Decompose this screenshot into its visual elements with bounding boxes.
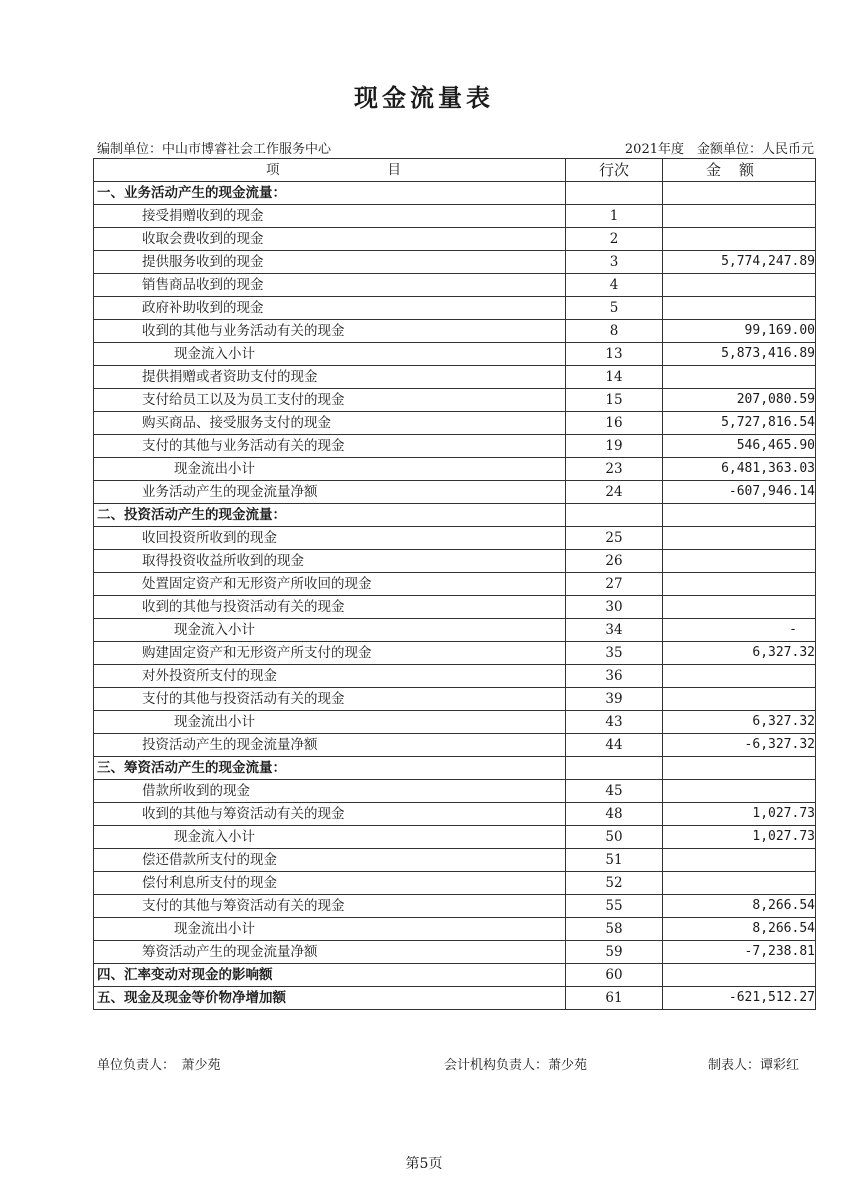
row-line-no: 3: [566, 251, 663, 274]
row-item-name: 三、筹资活动产生的现金流量：: [94, 757, 566, 780]
row-line-no: 35: [566, 642, 663, 665]
row-item-name: 处置固定资产和无形资产所收回的现金: [94, 573, 566, 596]
row-item-name: 借款所收到的现金: [94, 780, 566, 803]
row-line-no: [566, 182, 663, 205]
table-row: [94, 205, 816, 228]
table-row: [94, 504, 816, 527]
row-line-no: 44: [566, 734, 663, 757]
row-item-name: 偿付利息所支付的现金: [94, 872, 566, 895]
table-row: [94, 550, 816, 573]
header-item-char-2: 目: [387, 162, 401, 178]
row-amount: [663, 550, 816, 573]
accounting-head-signature: 会计机构负责人：萧少苑: [444, 1058, 588, 1073]
table-row: [94, 389, 816, 412]
row-amount: -: [663, 619, 816, 642]
header-amount: 金额: [663, 159, 816, 182]
row-amount: [663, 849, 816, 872]
row-amount: [663, 297, 816, 320]
row-line-no: 2: [566, 228, 663, 251]
row-item-name: 筹资活动产生的现金流量净额: [94, 941, 566, 964]
row-amount: [663, 366, 816, 389]
row-item-name: 提供服务收到的现金: [94, 251, 566, 274]
table-row: [94, 803, 816, 826]
table-row: [94, 481, 816, 504]
row-amount: 5,774,247.89: [663, 251, 816, 274]
row-line-no: 8: [566, 320, 663, 343]
row-item-name: 四、汇率变动对现金的影响额: [94, 964, 566, 987]
table-row: [94, 757, 816, 780]
row-item-name: 现金流出小计: [94, 458, 566, 481]
table-row: [94, 642, 816, 665]
table-row: [94, 366, 816, 389]
row-line-no: 55: [566, 895, 663, 918]
row-line-no: 43: [566, 711, 663, 734]
row-amount: 6,481,363.03: [663, 458, 816, 481]
row-item-name: 收到的其他与筹资活动有关的现金: [94, 803, 566, 826]
row-amount: [663, 872, 816, 895]
row-amount: 6,327.32: [663, 711, 816, 734]
row-item-name: 对外投资所支付的现金: [94, 665, 566, 688]
row-item-name: 收到的其他与投资活动有关的现金: [94, 596, 566, 619]
year-and-currency: 2021年度 金额单位：人民币元: [624, 142, 814, 157]
table-row: [94, 573, 816, 596]
row-line-no: 39: [566, 688, 663, 711]
row-amount: [663, 182, 816, 205]
table-row: [94, 412, 816, 435]
reporting-entity: 编制单位：中山市博睿社会工作服务中心: [97, 142, 332, 157]
row-item-name: 二、投资活动产生的现金流量：: [94, 504, 566, 527]
row-line-no: 24: [566, 481, 663, 504]
table-row: [94, 458, 816, 481]
row-amount: -607,946.14: [663, 481, 816, 504]
table-row: [94, 964, 816, 987]
table-row: [94, 780, 816, 803]
row-item-name: 现金流入小计: [94, 826, 566, 849]
row-item-name: 收到的其他与业务活动有关的现金: [94, 320, 566, 343]
unit-head-signature: 单位负责人： 萧少苑: [97, 1058, 221, 1073]
row-amount: [663, 274, 816, 297]
row-amount: [663, 665, 816, 688]
row-line-no: 34: [566, 619, 663, 642]
row-amount: -7,238.81: [663, 941, 816, 964]
row-line-no: 14: [566, 366, 663, 389]
row-line-no: 19: [566, 435, 663, 458]
row-item-name: 支付的其他与筹资活动有关的现金: [94, 895, 566, 918]
table-row: [94, 343, 816, 366]
header-item: [94, 159, 566, 182]
row-item-name: 销售商品收到的现金: [94, 274, 566, 297]
row-item-name: 支付的其他与业务活动有关的现金: [94, 435, 566, 458]
table-row: [94, 688, 816, 711]
row-line-no: 30: [566, 596, 663, 619]
page-number: 第5页: [405, 1156, 443, 1172]
table-body: [94, 182, 816, 1010]
row-line-no: 25: [566, 527, 663, 550]
row-item-name: 提供捐赠或者资助支付的现金: [94, 366, 566, 389]
row-amount: 6,327.32: [663, 642, 816, 665]
row-line-no: [566, 757, 663, 780]
row-line-no: 45: [566, 780, 663, 803]
row-amount: [663, 688, 816, 711]
row-line-no: 52: [566, 872, 663, 895]
table-row: [94, 665, 816, 688]
row-item-name: 购买商品、接受服务支付的现金: [94, 412, 566, 435]
row-item-name: 现金流出小计: [94, 918, 566, 941]
row-item-name: 接受捐赠收到的现金: [94, 205, 566, 228]
preparer-signature: 制表人：谭彩红: [708, 1058, 800, 1073]
table-row: [94, 228, 816, 251]
row-amount: [663, 757, 816, 780]
row-amount: 546,465.90: [663, 435, 816, 458]
row-amount: 1,027.73: [663, 803, 816, 826]
row-line-no: 58: [566, 918, 663, 941]
row-amount: [663, 527, 816, 550]
row-line-no: 36: [566, 665, 663, 688]
row-amount: 8,266.54: [663, 895, 816, 918]
row-line-no: 50: [566, 826, 663, 849]
table-row: [94, 182, 816, 205]
row-item-name: 一、业务活动产生的现金流量：: [94, 182, 566, 205]
row-line-no: 51: [566, 849, 663, 872]
row-amount: 207,080.59: [663, 389, 816, 412]
row-item-name: 投资活动产生的现金流量净额: [94, 734, 566, 757]
table-row: [94, 987, 816, 1010]
table-row: [94, 849, 816, 872]
row-line-no: 15: [566, 389, 663, 412]
row-line-no: 59: [566, 941, 663, 964]
row-item-name: 现金流入小计: [94, 619, 566, 642]
row-line-no: 23: [566, 458, 663, 481]
table-row: [94, 320, 816, 343]
row-amount: [663, 504, 816, 527]
row-line-no: 60: [566, 964, 663, 987]
table-row: [94, 826, 816, 849]
table-row: [94, 527, 816, 550]
table-row: [94, 734, 816, 757]
row-line-no: 16: [566, 412, 663, 435]
row-item-name: 收回投资所收到的现金: [94, 527, 566, 550]
row-item-name: 偿还借款所支付的现金: [94, 849, 566, 872]
table-row: [94, 711, 816, 734]
row-amount: [663, 780, 816, 803]
table-row: [94, 596, 816, 619]
page-title: 现金流量表: [354, 83, 494, 112]
row-item-name: 现金流入小计: [94, 343, 566, 366]
row-item-name: 取得投资收益所收到的现金: [94, 550, 566, 573]
table-row: [94, 251, 816, 274]
row-amount: -621,512.27: [663, 987, 816, 1010]
row-amount: [663, 596, 816, 619]
row-item-name: 现金流出小计: [94, 711, 566, 734]
row-amount: -6,327.32: [663, 734, 816, 757]
row-amount: [663, 228, 816, 251]
table-row: [94, 274, 816, 297]
row-amount: 1,027.73: [663, 826, 816, 849]
row-item-name: 购建固定资产和无形资产所支付的现金: [94, 642, 566, 665]
row-item-name: 五、现金及现金等价物净增加额: [94, 987, 566, 1010]
row-line-no: 4: [566, 274, 663, 297]
table-row: [94, 918, 816, 941]
row-item-name: 政府补助收到的现金: [94, 297, 566, 320]
table-row: [94, 619, 816, 642]
row-item-name: 收取会费收到的现金: [94, 228, 566, 251]
row-line-no: 5: [566, 297, 663, 320]
row-amount: 5,727,816.54: [663, 412, 816, 435]
row-line-no: 48: [566, 803, 663, 826]
row-line-no: 26: [566, 550, 663, 573]
row-line-no: 61: [566, 987, 663, 1010]
table-row: [94, 895, 816, 918]
row-item-name: 业务活动产生的现金流量净额: [94, 481, 566, 504]
table-header-row: [94, 159, 816, 182]
row-amount: [663, 573, 816, 596]
table-row: [94, 872, 816, 895]
row-line-no: 13: [566, 343, 663, 366]
row-line-no: 1: [566, 205, 663, 228]
row-line-no: 27: [566, 573, 663, 596]
header-item-char-1: 项: [266, 162, 280, 178]
row-amount: 8,266.54: [663, 918, 816, 941]
table-row: [94, 435, 816, 458]
row-amount: 5,873,416.89: [663, 343, 816, 366]
row-item-name: 支付给员工以及为员工支付的现金: [94, 389, 566, 412]
header-line-no: 行次: [566, 159, 663, 182]
row-line-no: [566, 504, 663, 527]
row-amount: [663, 205, 816, 228]
cash-flow-table: [93, 158, 816, 1010]
row-item-name: 支付的其他与投资活动有关的现金: [94, 688, 566, 711]
table-row: [94, 941, 816, 964]
row-amount: 99,169.00: [663, 320, 816, 343]
table-row: [94, 297, 816, 320]
row-amount: [663, 964, 816, 987]
